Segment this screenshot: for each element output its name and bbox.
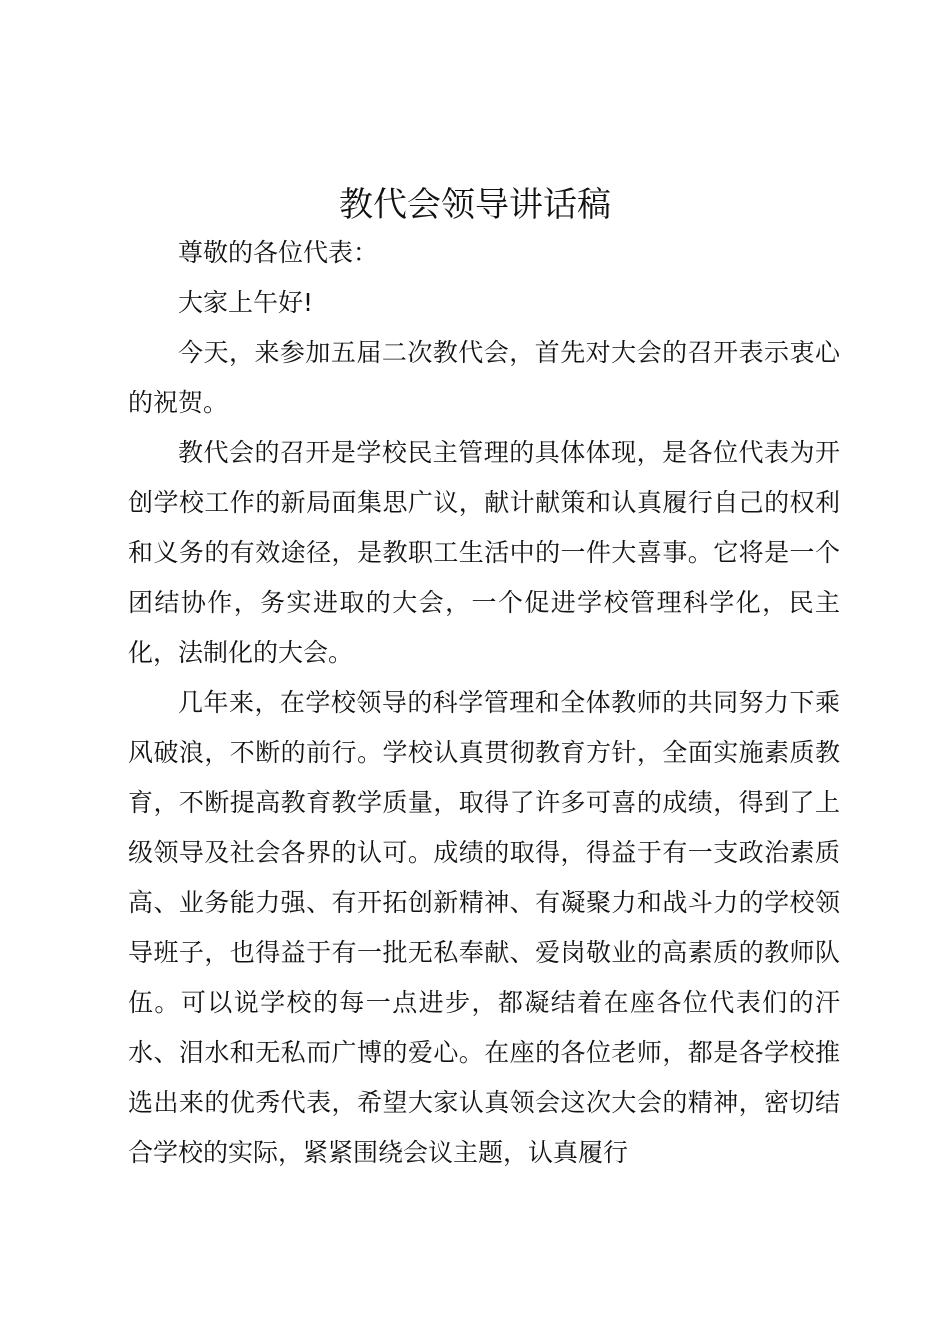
document-title: 教代会领导讲话稿 bbox=[339, 185, 611, 225]
greeting-paragraph: 大家上午好! bbox=[178, 288, 314, 317]
salutation-paragraph: 尊敬的各位代表： bbox=[178, 238, 379, 267]
significance-paragraph: 教代会的召开是学校民主管理的具体体现，是各位代表为开创学校工作的新局面集思广议，献计献策和认真履行自己的权利和义务的有效途径，是教职工生活中的一件大喜事。它将是一个团结协作，务实进取的大会，一个促进学校管理科学化，民主化，法制化的大会。 bbox=[128, 438, 840, 667]
opening-paragraph: 今天，来参加五届二次教代会，首先对大会的召开表示衷心的祝贺。 bbox=[128, 338, 840, 417]
document-body bbox=[128, 228, 840, 1178]
achievements-paragraph: 几年来，在学校领导的科学管理和全体教师的共同努力下乘风破浪，不断的前行。学校认真贯彻教育方针，全面实施素质教育，不断提高教育教学质量，取得了许多可喜的成绩，得到了上级领导及社会各界的认可。成绩的取得，得益于有一支政治素质高、业务能力强、有开拓创新精神、有凝聚力和战斗力的学校领导班子，也得益于有一批无私奉献、爱岗敬业的高素质的教师队伍。可以说学校的每一点进步，都凝结着在座各位代表们的汗水、泪水和无私而广博的爱心。在座的各位老师，都是各学校推选出来的优秀代表，希望大家认真领会这次大会的精神，密切结合学校的实际，紧紧围绕会议主题，认真履行 bbox=[128, 688, 840, 1167]
